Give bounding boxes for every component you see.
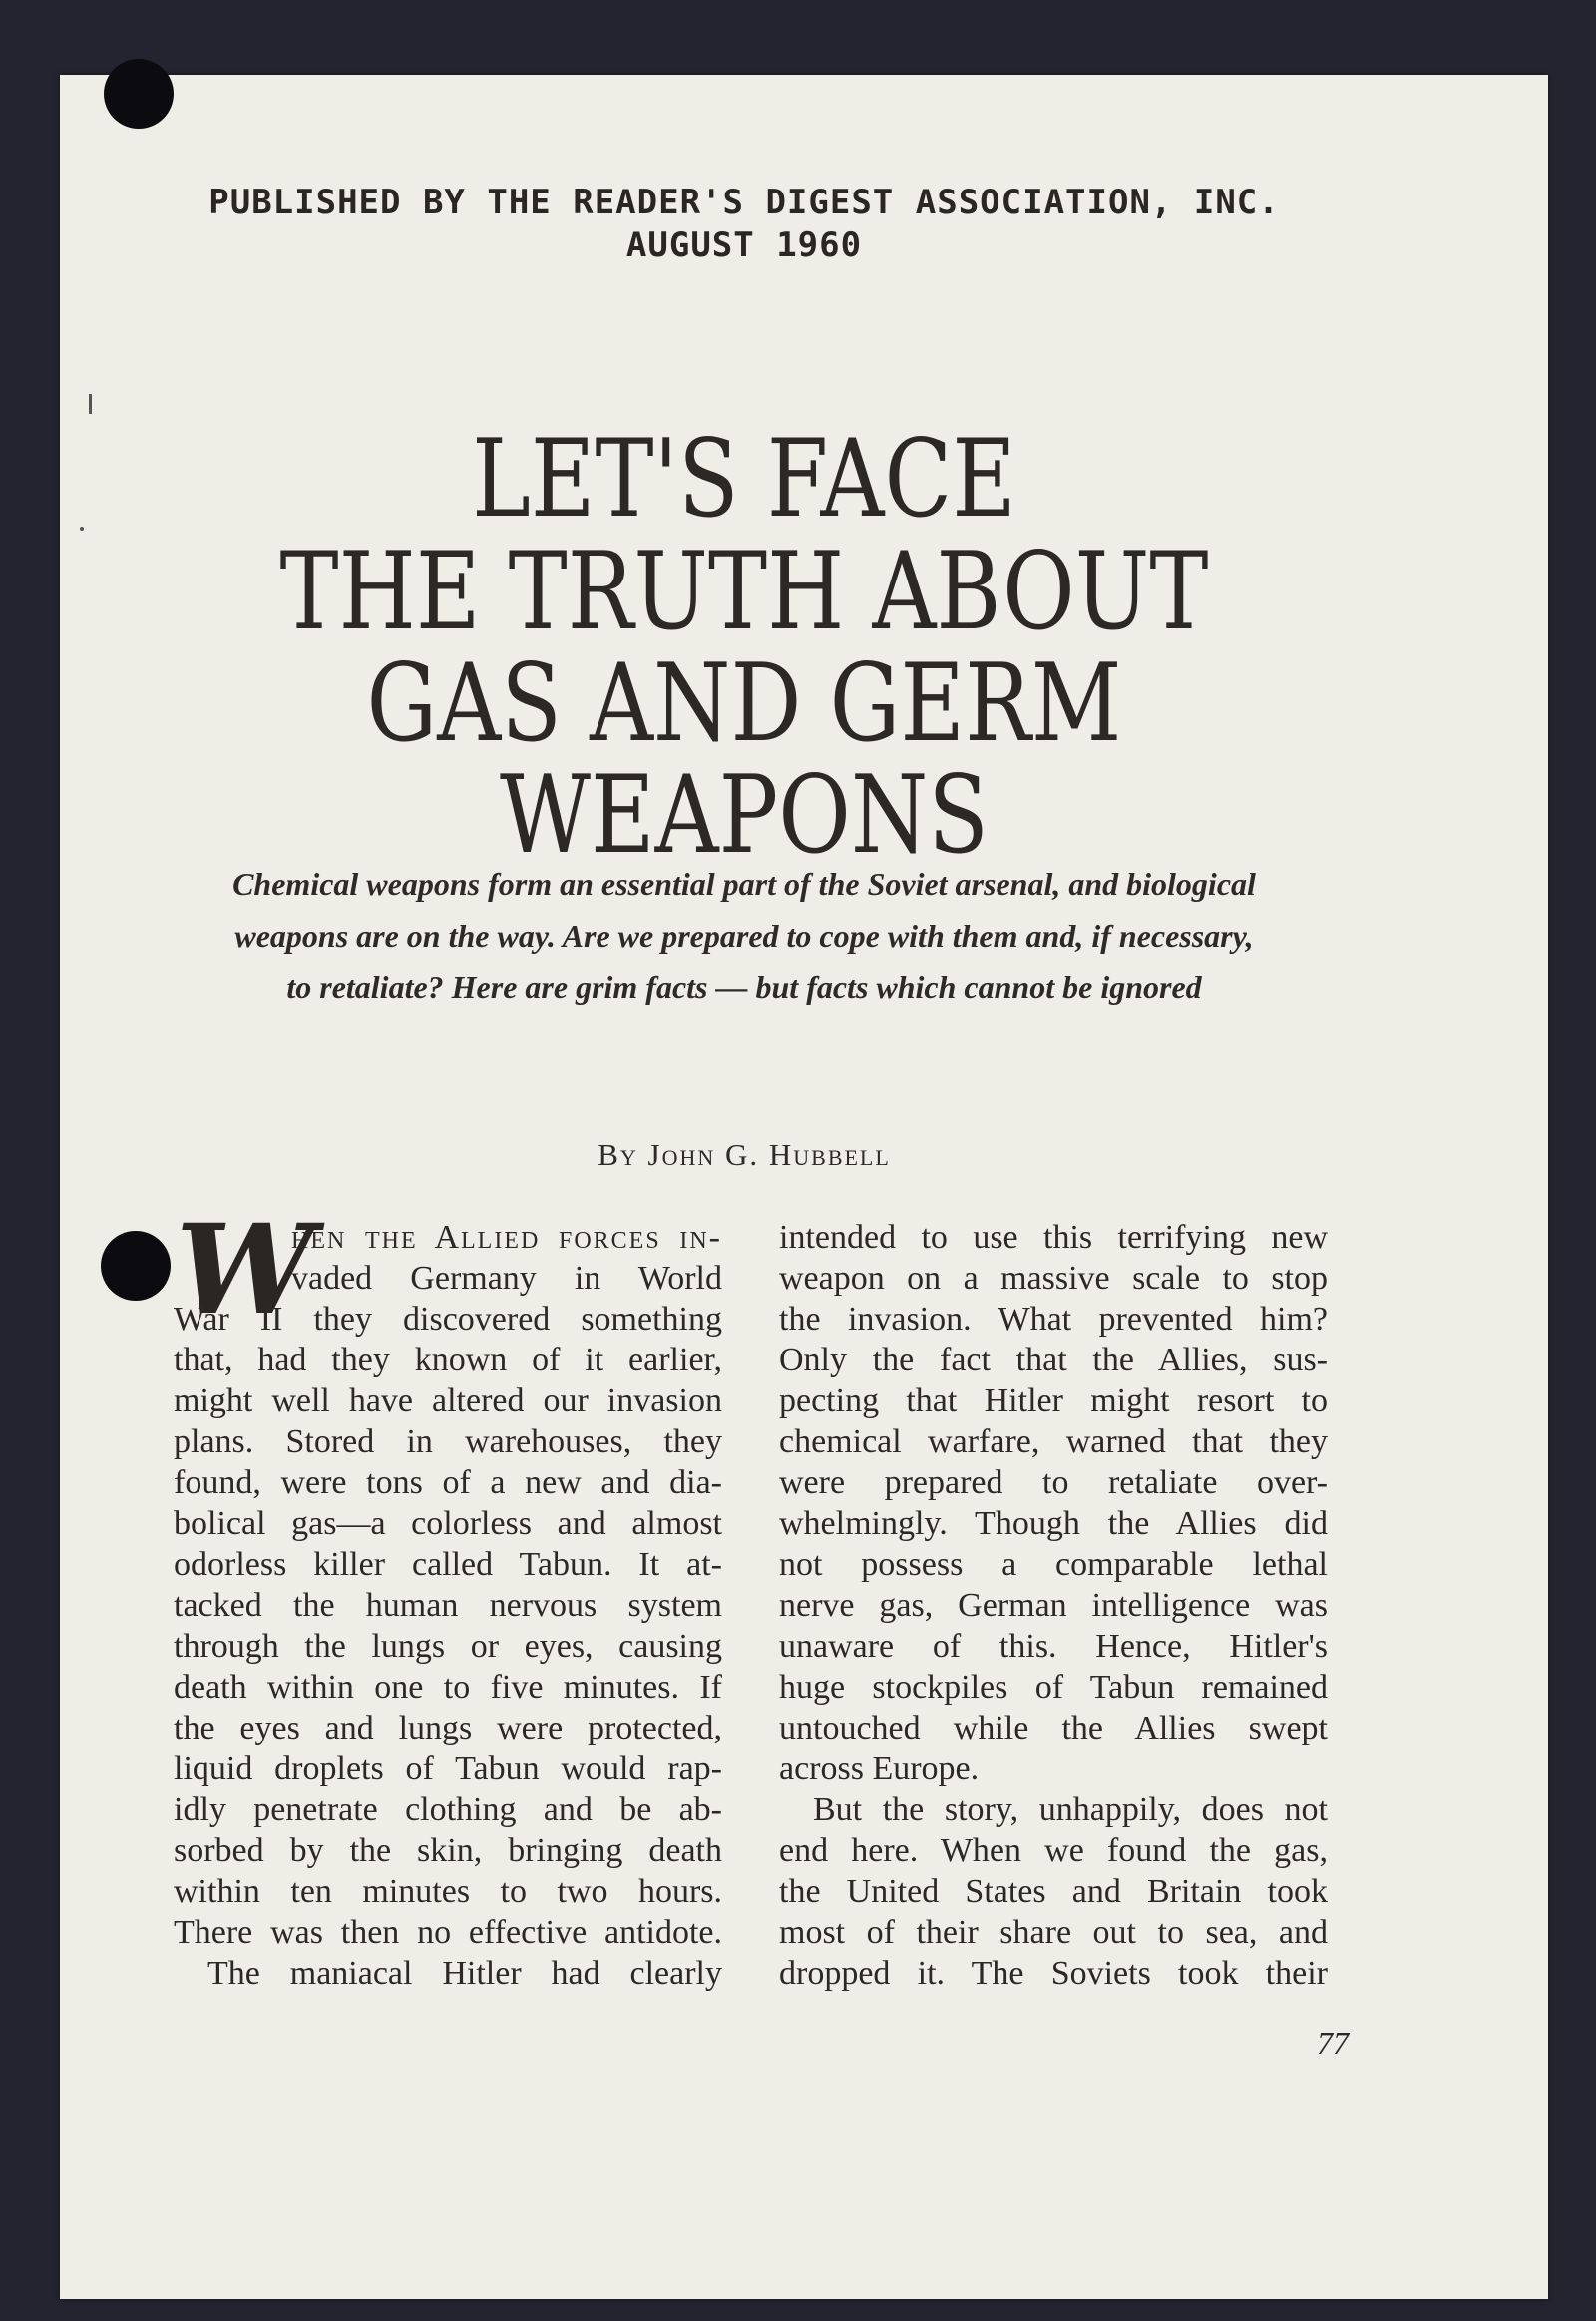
body-text-line: idly penetrate clothing and be ab- <box>174 1791 722 1828</box>
body-text-line: liquid droplets of Tabun would rap- <box>174 1750 722 1787</box>
body-column-right <box>779 1217 1328 1994</box>
body-text-line: huge stockpiles of Tabun remained <box>779 1669 1328 1706</box>
body-text-line: might well have altered our invasion <box>174 1382 722 1419</box>
body-text-line: unaware of this. Hence, Hitler's <box>779 1628 1328 1665</box>
article-title-line: LET'S FACE <box>472 417 1016 542</box>
body-text-line: There was then no effective antidote. <box>174 1914 722 1951</box>
body-text-line: were prepared to retaliate over- <box>779 1464 1328 1501</box>
date-line: AUGUST 1960 <box>625 225 863 265</box>
article-deck-line: to retaliate? Here are grim facts — but facts which cannot be ignored <box>286 969 1202 1005</box>
body-text-line: not possess a comparable lethal <box>779 1546 1328 1583</box>
body-text-line: across Europe. <box>779 1750 980 1787</box>
body-text-line: untouched while the Allies swept <box>779 1710 1328 1746</box>
drop-cap: W <box>176 1198 315 1343</box>
punch-hole <box>104 59 174 129</box>
body-text-line: death within one to five minutes. If <box>174 1669 722 1706</box>
body-column-left <box>174 1217 722 1994</box>
body-text-line: But the story, unhappily, does not <box>813 1791 1328 1828</box>
body-text-line: bolical gas—a colorless and almost <box>174 1505 722 1542</box>
page-number: 77 <box>1317 2025 1349 2061</box>
body-text-line: The maniacal Hitler had clearly <box>207 1955 722 1992</box>
body-text-line: whelmingly. Though the Allies did <box>779 1505 1328 1542</box>
article-deck-line: Chemical weapons form an essential part of the Soviet arsenal, and biological <box>232 866 1256 902</box>
body-text-line: end here. When we found the gas, <box>779 1832 1328 1869</box>
body-text-line: within ten minutes to two hours. <box>174 1873 722 1910</box>
body-text-line: tacked the human nervous system <box>174 1587 722 1624</box>
body-text-line: the eyes and lungs were protected, <box>174 1710 722 1746</box>
body-text-line: pecting that Hitler might resort to <box>779 1382 1328 1419</box>
article-title-line: GAS AND GERM WEAPONS <box>366 641 1122 878</box>
body-text-line: dropped it. The Soviets took their <box>779 1955 1328 1992</box>
body-text-line: that, had they known of it earlier, <box>174 1342 722 1378</box>
body-text-line: War II they discovered something <box>174 1301 722 1338</box>
article-title-line: THE TRUTH ABOUT <box>279 530 1209 654</box>
body-text-line: through the lungs or eyes, causing <box>174 1628 722 1665</box>
body-text-line: the United States and Britain took <box>779 1873 1328 1910</box>
body-text-line: sorbed by the skin, bringing death <box>174 1832 722 1869</box>
body-text-line: odorless killer called Tabun. It at- <box>174 1546 722 1583</box>
staple-mark <box>89 394 92 414</box>
body-text-line: most of their share out to sea, and <box>779 1914 1328 1951</box>
body-text-line: nerve gas, German intelligence was <box>779 1587 1328 1624</box>
body-text-line: hen the Allied forces in- <box>291 1219 722 1256</box>
body-text-line: the invasion. What prevented him? <box>779 1301 1328 1338</box>
publisher-line: PUBLISHED BY THE READER'S DIGEST ASSOCIATION, INC. <box>208 183 1280 222</box>
punch-hole <box>101 1231 171 1301</box>
staple-mark <box>80 527 84 531</box>
body-text-line: chemical warfare, warned that they <box>779 1423 1328 1460</box>
body-text-line: found, were tons of a new and dia- <box>174 1464 722 1501</box>
body-text-line: vaded Germany in World <box>291 1260 722 1297</box>
body-text-line: weapon on a massive scale to stop <box>779 1260 1328 1297</box>
body-text-line: plans. Stored in warehouses, they <box>174 1423 722 1460</box>
byline: By John G. Hubbell <box>598 1137 891 1172</box>
body-text-line: Only the fact that the Allies, sus- <box>779 1342 1328 1378</box>
article-deck-line: weapons are on the way. Are we prepared to cope with them and, if necessary, <box>234 918 1254 954</box>
body-text-line: intended to use this terrifying new <box>779 1219 1328 1256</box>
